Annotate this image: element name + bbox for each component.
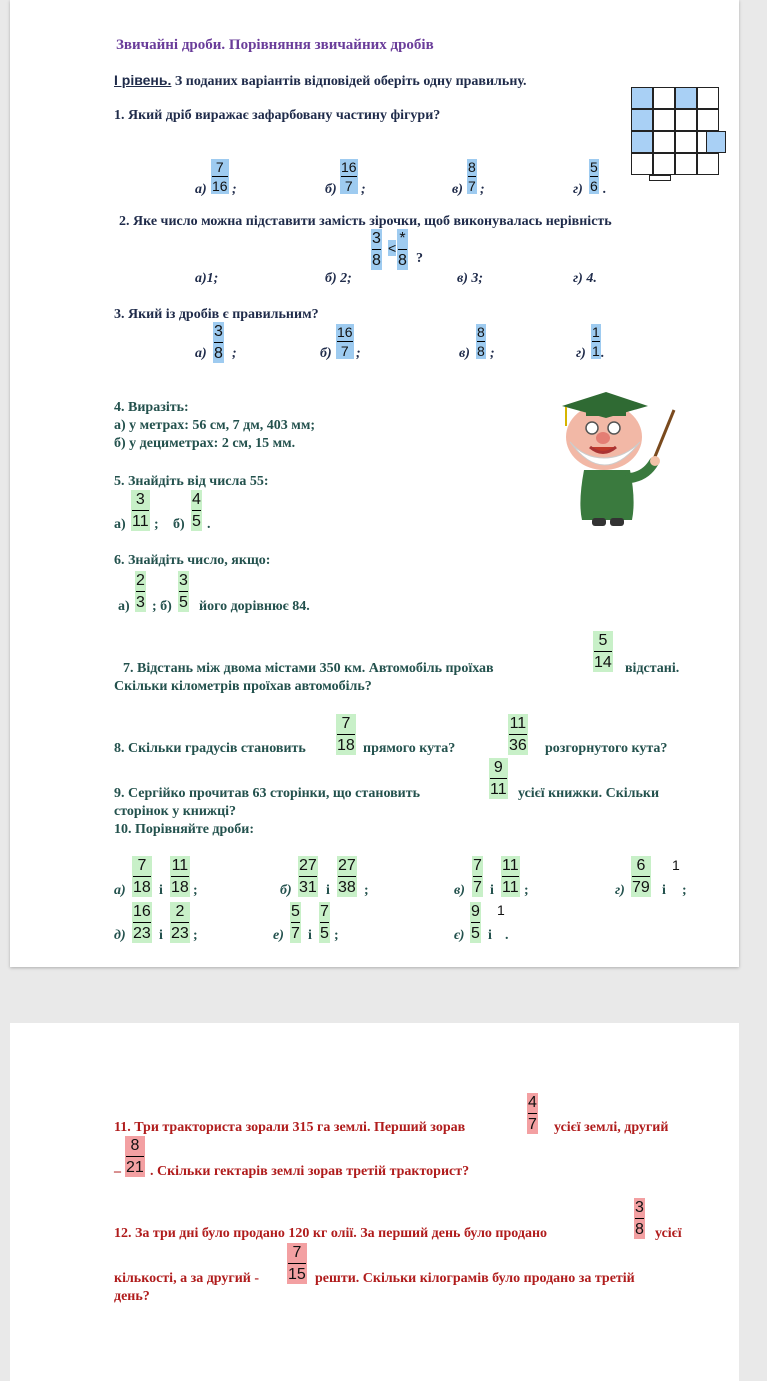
punct: ; bbox=[524, 883, 529, 898]
level-label: І рівень. bbox=[114, 72, 172, 88]
q2-sign: < bbox=[388, 240, 397, 256]
q8-mid: прямого кута? bbox=[363, 741, 456, 756]
q10-d-label: г) bbox=[615, 883, 625, 898]
grid-cell bbox=[653, 109, 675, 131]
punct: ; bbox=[682, 883, 687, 898]
cap-base bbox=[586, 406, 626, 416]
nose bbox=[596, 432, 610, 444]
q6-question: 6. Знайдіть число, якщо: bbox=[114, 553, 271, 568]
q3-option-b-fraction: 16 7 bbox=[337, 324, 353, 359]
eye bbox=[586, 422, 598, 434]
q10-c-fraction-1: 7 7 bbox=[473, 857, 482, 896]
q12-fraction-1: 3 8 bbox=[635, 1199, 644, 1238]
q10-c-label: в) bbox=[454, 883, 465, 898]
q2-option-a: а)1; bbox=[195, 271, 219, 286]
q10-c-fraction-2: 11 11 bbox=[502, 857, 519, 896]
shoe bbox=[610, 518, 624, 526]
q3-question: 3. Який із дробів є правильним? bbox=[114, 307, 319, 322]
q9-after: усієї книжки. Скільки bbox=[518, 786, 660, 801]
q1-question: 1. Який дріб виражає зафарбовану частину фігури? bbox=[114, 108, 441, 123]
q10-c-i: і bbox=[490, 883, 494, 898]
q4-part-b: б) у дециметрах: 2 см, 15 мм. bbox=[114, 436, 296, 451]
page-title: Звичайні дроби. Порівняння звичайних дробів bbox=[116, 37, 434, 53]
q1-option-d-fraction: 5 6 bbox=[590, 159, 598, 194]
q5-a-fraction: 3 11 bbox=[132, 491, 149, 530]
q10-d-fraction-1: 6 79 bbox=[632, 857, 650, 896]
q12-line1: 12. За три дні було продано 120 кг олії. За перший день було продано bbox=[114, 1226, 548, 1241]
q7-line2: Скільки кілометрів проїхав автомобіль? bbox=[114, 679, 372, 694]
level-instruction bbox=[114, 72, 526, 90]
q10-e-fraction-2: 2 23 bbox=[171, 903, 189, 942]
q10-b-fraction-1: 27 31 bbox=[299, 857, 317, 896]
grid-cell bbox=[697, 153, 719, 175]
q8-start: 8. Скільки градусів становить bbox=[114, 741, 306, 756]
grid-cell bbox=[631, 109, 653, 131]
q5-question: 5. Знайдіть від числа 55: bbox=[114, 474, 269, 489]
grid-cell bbox=[653, 131, 675, 153]
q12-after1: усієї bbox=[655, 1226, 682, 1241]
q10-a-label: а) bbox=[114, 883, 126, 898]
q6-b-fraction: 3 5 bbox=[179, 572, 188, 611]
punct: . bbox=[207, 517, 211, 532]
shoe bbox=[592, 518, 606, 526]
punct: ; bbox=[193, 883, 198, 898]
q10-a-fraction-2: 11 18 bbox=[171, 857, 189, 896]
q10-a-fraction-1: 7 18 bbox=[133, 857, 151, 896]
punct: . bbox=[603, 182, 607, 197]
q2-rhs-fraction: * 8 bbox=[398, 230, 407, 269]
grid-cell bbox=[653, 153, 675, 175]
q3-option-a-fraction: 3 8 bbox=[214, 323, 223, 362]
punct: ; bbox=[490, 346, 495, 361]
q1-option-d-label: г) bbox=[573, 182, 583, 197]
grid-cell bbox=[697, 109, 719, 131]
q9-line1: 9. Сергійко прочитав 63 сторінки, що становить bbox=[114, 786, 421, 801]
q2-question-mark: ? bbox=[416, 251, 423, 266]
worksheet-page-2 bbox=[10, 1023, 739, 1381]
q2-option-c: в) 3; bbox=[457, 271, 484, 286]
level-text: З поданих варіантів відповідей оберіть одну правильну. bbox=[174, 74, 527, 89]
q8-fraction-2: 11 36 bbox=[509, 715, 527, 754]
punct: ; bbox=[193, 928, 198, 943]
q3-option-b-label: б) bbox=[320, 346, 332, 361]
grid-cell-offset bbox=[706, 131, 726, 153]
q10-g-label: є) bbox=[454, 928, 465, 943]
q3-option-c-label: в) bbox=[459, 346, 470, 361]
q10-f-fraction-1: 5 7 bbox=[291, 903, 300, 942]
q7-after: відстані. bbox=[625, 661, 680, 676]
grid-cell bbox=[675, 87, 697, 109]
q4-part-a: а) у метрах: 56 см, 7 дм, 403 мм; bbox=[114, 418, 316, 433]
q6-a-fraction: 2 3 bbox=[136, 572, 145, 611]
q9-line2: сторінок у книжці? bbox=[114, 804, 237, 819]
q2-option-d: г) 4. bbox=[573, 271, 597, 286]
q10-e-i: і bbox=[159, 928, 163, 943]
q12-line2b: решти. Скільки кілограмів було продано за третій bbox=[315, 1271, 635, 1286]
grid-cell-tab bbox=[649, 175, 671, 181]
punct: ; bbox=[364, 883, 369, 898]
punct: ; bbox=[480, 182, 485, 197]
q12-line3: день? bbox=[114, 1289, 150, 1304]
q10-a-i: і bbox=[159, 883, 163, 898]
punct: ; bbox=[232, 346, 237, 361]
punct: ; bbox=[361, 182, 366, 197]
q10-g-fraction-1: 9 5 bbox=[471, 903, 480, 942]
q2-question: 2. Яке число можна підставити замість зірочки, щоб виконувалась нерівність bbox=[119, 214, 612, 229]
eye bbox=[608, 422, 620, 434]
q1-option-a-fraction: 7 16 bbox=[212, 159, 228, 194]
q5-a-label: а) bbox=[114, 517, 126, 532]
worksheet-page-1 bbox=[10, 0, 739, 967]
q10-f-fraction-2: 7 5 bbox=[320, 903, 329, 942]
q11-line2: . Скільки гектарів землі зорав третій тракторист? bbox=[150, 1164, 470, 1179]
q5-b-fraction: 4 5 bbox=[192, 491, 201, 530]
q10-b-label: б) bbox=[280, 883, 292, 898]
arm bbox=[630, 462, 654, 478]
grid-cell bbox=[631, 131, 653, 153]
grid-cell bbox=[653, 87, 675, 109]
q12-fraction-2: 7 15 bbox=[288, 1244, 306, 1283]
punct: ; bbox=[232, 182, 237, 197]
q10-g-one: 1 bbox=[497, 902, 505, 918]
q10-b-i: і bbox=[326, 883, 330, 898]
punct: . bbox=[601, 346, 605, 361]
q1-option-c-fraction: 8 7 bbox=[468, 159, 476, 194]
grid-cell bbox=[631, 87, 653, 109]
q10-g-i: і bbox=[488, 928, 492, 943]
grid-cell bbox=[675, 153, 697, 175]
q12-line2a: кількості, а за другий - bbox=[114, 1271, 260, 1286]
q1-option-b-label: б) bbox=[325, 182, 337, 197]
q6-mid: ; б) bbox=[152, 599, 172, 614]
q10-f-label: е) bbox=[273, 928, 284, 943]
q11-line1: 11. Три тракториста зорали 315 га землі. Перший зорав bbox=[114, 1120, 466, 1135]
q3-option-c-fraction: 8 8 bbox=[477, 324, 485, 359]
grid-cell bbox=[675, 109, 697, 131]
q11-fraction-1: 4 7 bbox=[528, 1094, 537, 1133]
q10-b-fraction-2: 27 38 bbox=[338, 857, 356, 896]
pointer-stick bbox=[652, 410, 674, 464]
q3-option-d-label: г) bbox=[576, 346, 586, 361]
q8-fraction-1: 7 18 bbox=[337, 715, 355, 754]
q2-lhs-fraction: 3 8 bbox=[372, 230, 381, 269]
q10-question: 10. Порівняйте дроби: bbox=[114, 822, 255, 837]
punct: . bbox=[505, 928, 509, 943]
punct: ; bbox=[154, 517, 159, 532]
q9-fraction: 9 11 bbox=[490, 759, 507, 798]
q2-option-b: б) 2; bbox=[325, 271, 352, 286]
hand bbox=[650, 456, 660, 466]
punct: ; bbox=[334, 928, 339, 943]
q11-after1: усієї землі, другий bbox=[554, 1120, 669, 1135]
q10-d-i: і bbox=[662, 883, 666, 898]
q10-e-label: д) bbox=[114, 928, 126, 943]
q5-b-label: б) bbox=[173, 517, 185, 532]
grid-cell bbox=[697, 87, 719, 109]
q10-d-one: 1 bbox=[672, 857, 680, 873]
grid-cell bbox=[631, 153, 653, 175]
punct: ; bbox=[356, 346, 361, 361]
q3-option-a-label: а) bbox=[195, 346, 207, 361]
q6-tail: його дорівнює 84. bbox=[199, 599, 310, 614]
q1-option-a-label: а) bbox=[195, 182, 207, 197]
q4-question: 4. Виразіть: bbox=[114, 400, 189, 415]
q6-a-label: а) bbox=[118, 599, 130, 614]
q1-option-c-label: в) bbox=[452, 182, 463, 197]
q10-f-i: і bbox=[308, 928, 312, 943]
professor-illustration bbox=[554, 392, 680, 528]
q7-line1: 7. Відстань між двома містами 350 км. Автомобіль проїхав bbox=[123, 661, 494, 676]
q1-option-b-fraction: 16 7 bbox=[341, 159, 357, 194]
grid-cell bbox=[675, 131, 697, 153]
q7-fraction: 5 14 bbox=[594, 632, 612, 671]
q11-fraction-2: 8 21 bbox=[126, 1137, 144, 1176]
q10-e-fraction-1: 16 23 bbox=[133, 903, 151, 942]
q11-dash: – bbox=[114, 1164, 121, 1179]
q3-option-d-fraction: 1 1 bbox=[592, 324, 600, 359]
q8-end: розгорнутого кута? bbox=[545, 741, 668, 756]
